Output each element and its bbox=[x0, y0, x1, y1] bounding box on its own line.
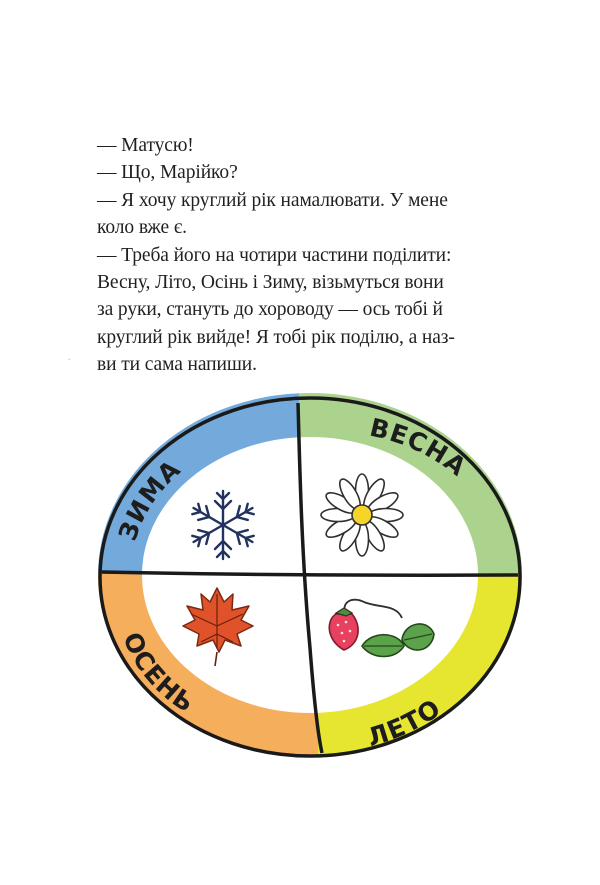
text-line: ви ти сама напиши. bbox=[97, 354, 257, 376]
maple-leaf-icon bbox=[183, 588, 253, 666]
text-line: — Матусю! bbox=[97, 135, 194, 156]
strawberry-icon bbox=[329, 600, 434, 657]
label-winter: ЗИМА bbox=[112, 454, 187, 545]
text-line: Весну, Літо, Осінь і Зиму, візьмуться вони bbox=[97, 272, 444, 294]
text-line: — Я хочу круглий рік намалювати. У мене bbox=[97, 189, 448, 211]
snowflake-icon bbox=[190, 491, 257, 559]
text-line: за руки, стануть до хороводу — ось тобі й bbox=[97, 299, 443, 321]
label-autumn: ОСЕНЬ bbox=[117, 627, 201, 719]
vertical-divider bbox=[298, 403, 322, 753]
horizontal-divider bbox=[102, 572, 518, 575]
label-summer: ЛЕТО bbox=[363, 693, 447, 753]
label-spring: ВЕСНА bbox=[367, 412, 473, 483]
text-line: — Що, Марійко? bbox=[97, 162, 238, 184]
ink-speck: . bbox=[68, 352, 71, 363]
daisy-icon bbox=[321, 474, 403, 556]
text-line: — Треба його на чотири частини поділити: bbox=[97, 244, 452, 266]
text-line: коло вже є. bbox=[97, 217, 187, 239]
text-line: круглий рік вийде! Я тобі рік поділю, а наз- bbox=[97, 326, 455, 348]
